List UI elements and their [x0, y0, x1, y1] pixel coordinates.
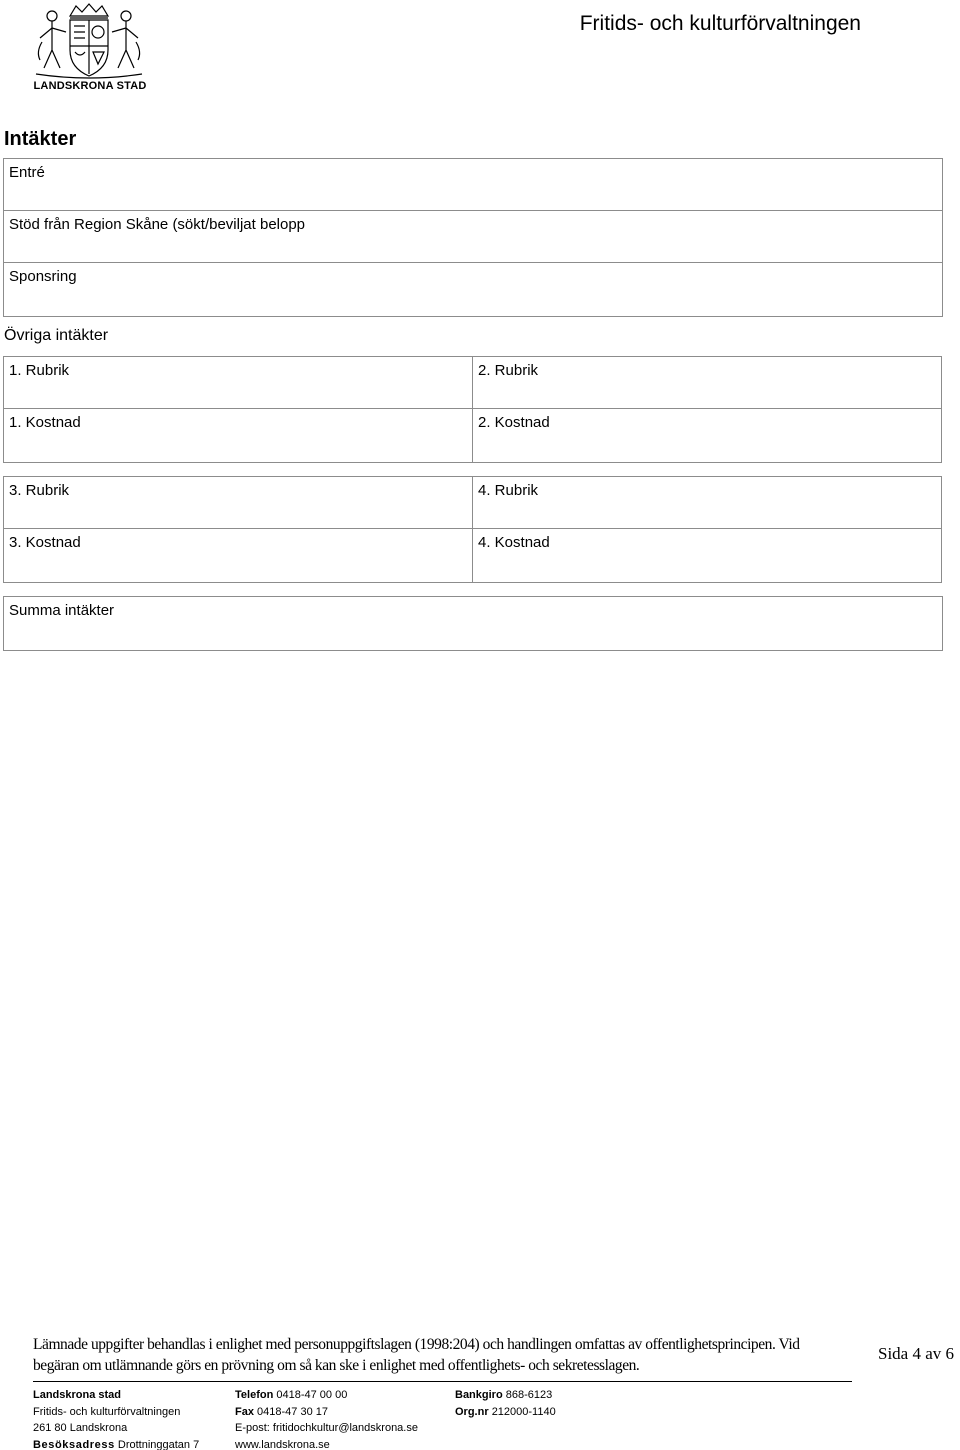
privacy-notice: [33, 1334, 853, 1376]
region-skane-support-label: Stöd från Region Skåne (sökt/beviljat belopp: [9, 216, 306, 233]
kostnad-4-label: 4. Kostnad: [478, 534, 550, 551]
website-link[interactable]: www.landskrona.se: [235, 1438, 330, 1450]
total-income-label: Summa intäkter: [9, 602, 115, 619]
kostnad-2-field[interactable]: [472, 408, 942, 463]
rubrik-1-field[interactable]: [3, 356, 474, 410]
fax-label: Fax: [235, 1405, 254, 1418]
bankgiro-label: Bankgiro: [455, 1389, 503, 1401]
visit-address-label: Besöksadress: [33, 1438, 115, 1450]
rubrik-4-field[interactable]: [472, 476, 942, 530]
kostnad-3-field[interactable]: [3, 528, 474, 583]
org-department: Fritids- och kulturförvaltningen: [33, 1405, 181, 1418]
region-skane-support-field[interactable]: [3, 210, 943, 264]
kostnad-1-label: 1. Kostnad: [9, 414, 81, 431]
footer-divider: [33, 1381, 852, 1382]
coat-of-arms-emblem: [30, 2, 148, 82]
entre-label: Entré: [9, 164, 45, 181]
rubrik-3-label: 3. Rubrik: [9, 482, 70, 499]
kostnad-4-field[interactable]: [472, 528, 942, 583]
contact-column-bank: [455, 1387, 556, 1420]
privacy-notice-line-1: Lämnade uppgifter behandlas i enlighet med personuppgiftslagen (1998:204) och handlingen omfattas av offentlighetsprincipen. Vid: [33, 1336, 800, 1353]
contact-column-address: [33, 1387, 199, 1450]
rubrik-2-label: 2. Rubrik: [478, 362, 539, 379]
visit-address-value: Drottninggatan 7: [117, 1438, 200, 1450]
total-income-field[interactable]: [3, 596, 943, 651]
kostnad-2-label: 2. Kostnad: [478, 414, 550, 431]
rubrik-3-field[interactable]: [3, 476, 474, 530]
contact-column-phone: [235, 1387, 418, 1450]
org-name: Landskrona stad: [33, 1389, 122, 1401]
phone-label: Telefon: [235, 1389, 274, 1401]
other-income-title: Övriga intäkter: [4, 327, 109, 344]
logo-text: LANDSKRONA STAD: [33, 80, 147, 92]
phone-value: 0418-47 00 00: [276, 1389, 348, 1401]
rubrik-4-label: 4. Rubrik: [478, 482, 539, 499]
privacy-notice-line-2: begäran om utlämnande görs en prövning om så kan ske i enlighet med offentlighets- och sekretesslagen.: [33, 1357, 640, 1374]
fax-value: 0418-47 30 17: [257, 1405, 328, 1418]
postal-address: 261 80 Landskrona: [33, 1422, 128, 1435]
entre-field[interactable]: [3, 158, 943, 212]
kostnad-1-field[interactable]: [3, 408, 474, 463]
section-title: Intäkter: [4, 128, 77, 150]
page-number: Sida 4 av 6: [878, 1344, 955, 1363]
email-address[interactable]: E-post: fritidochkultur@landskrona.se: [235, 1422, 418, 1435]
landskrona-coat-of-arms-logo: [30, 2, 148, 94]
department-title: Fritids- och kulturförvaltningen: [579, 12, 861, 35]
rubrik-1-label: 1. Rubrik: [9, 362, 70, 379]
org-number-label: Org.nr: [455, 1405, 489, 1418]
org-number-value: 212000-1140: [491, 1405, 556, 1418]
rubrik-2-field[interactable]: [472, 356, 942, 410]
kostnad-3-label: 3. Kostnad: [9, 534, 81, 551]
bankgiro-value: 868-6123: [505, 1389, 553, 1401]
sponsring-field[interactable]: [3, 262, 943, 317]
sponsring-label: Sponsring: [9, 268, 77, 285]
